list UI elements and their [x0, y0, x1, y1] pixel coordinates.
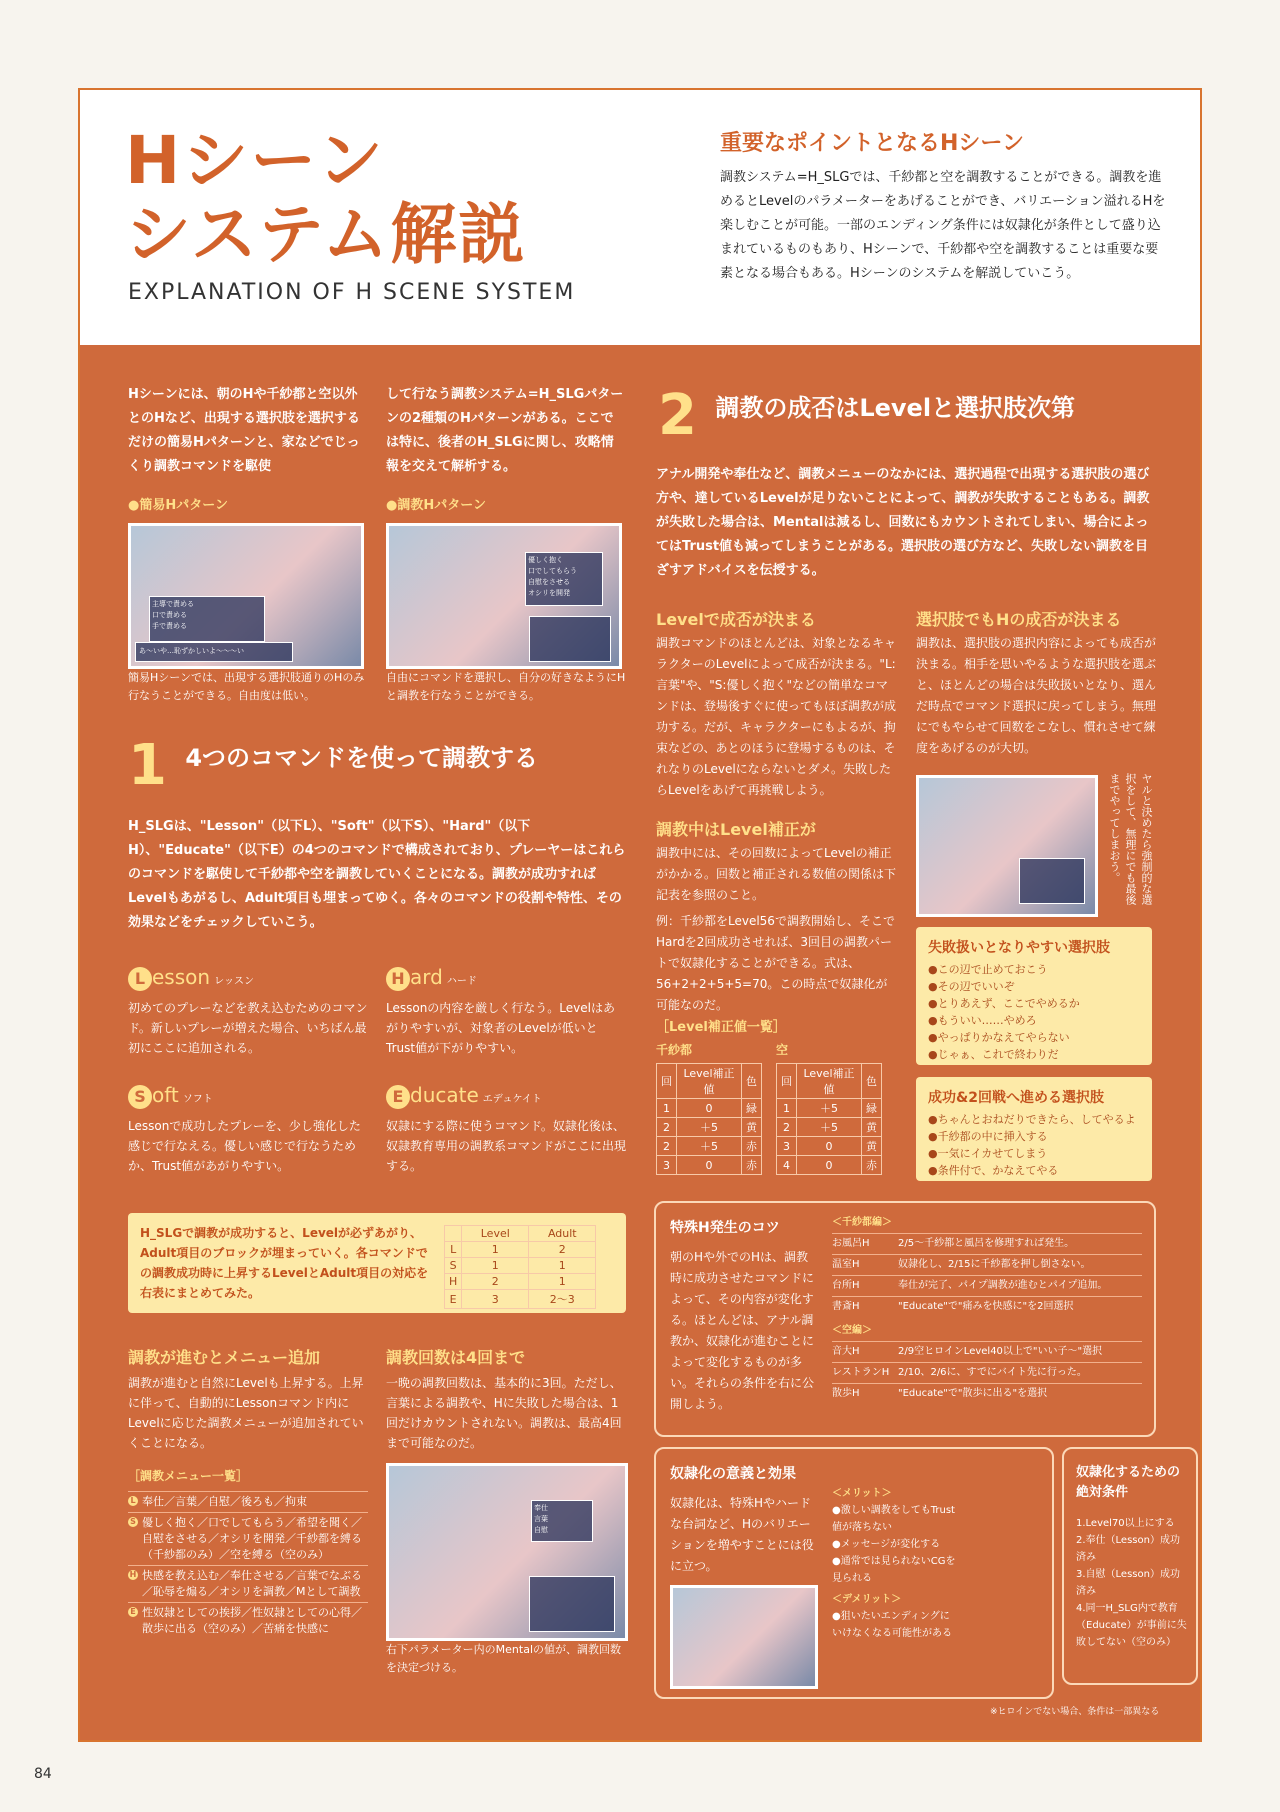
table-cell: 1 [529, 1274, 596, 1290]
table-cell: 1 [462, 1258, 529, 1274]
table-header: Adult [529, 1226, 596, 1242]
shot2-menu-item: オシリを開発 [528, 589, 570, 597]
label-training: ●調教Hパターン [386, 498, 486, 513]
page-title [125, 124, 526, 272]
command-desc: 初めてのプレーなどを教え込むためのコマンド。新しいプレーが増えた場合、いちばん最初にここに追加される。 [128, 1001, 368, 1055]
count-heading: 調教回数は4回まで [386, 1348, 526, 1367]
absolute-note: ※ヒロインでない場合、条件は一部異なる [990, 1707, 1160, 1717]
menu-group [128, 1491, 368, 1512]
shot2-parameter-window [529, 616, 611, 662]
lead-col2: して行なう調教システム=H_SLGパターンの2種類のHパターンがある。ここでは特に、後者のH_SLGに関し、攻略情報を交えて解析する。 [386, 387, 624, 474]
shot1-menu [149, 596, 265, 642]
table-row [657, 1118, 762, 1137]
table-header: Level補正値 [797, 1064, 862, 1099]
list-item: 1.Level70以上にする [1076, 1518, 1175, 1529]
list-item: 3.自慰（Lesson）成功済み [1076, 1569, 1180, 1597]
shot1-dialog: あ～いや…恥ずかしいよ～～～い [135, 642, 293, 662]
list-item: ●条件付で、かなえてやる [928, 1164, 1059, 1177]
page-subtitle: EXPLANATION OF H SCENE SYSTEM [128, 280, 576, 305]
table-cell: 赤 [742, 1137, 762, 1156]
table-row [445, 1258, 596, 1274]
table-cell: 0 [797, 1137, 862, 1156]
correction-example: 例：千紗都をLevel56で調教開始し、そこでHardを2回成功させれば、3回目の調教パートで奴隷化することができる。式は、56+2+2+5+5=70。この時点で奴隷化が可能なのだ。 [656, 914, 895, 1012]
special-chisato-head: ＜千紗都編＞ [832, 1217, 892, 1228]
count-shot-menu [531, 1500, 593, 1542]
table-cell: 緑 [742, 1099, 762, 1118]
command-reading: ハード [446, 976, 477, 987]
table-row [657, 1137, 762, 1156]
table-row [445, 1274, 596, 1290]
special-row [832, 1362, 1142, 1383]
command-initial: L [128, 967, 152, 991]
special-value: "Educate"で"散歩に出る"を選択 [898, 1388, 1048, 1399]
special-key: 台所H [832, 1280, 860, 1291]
table-row [777, 1137, 882, 1156]
special-row [832, 1383, 1142, 1404]
table-cell: 1 [777, 1099, 797, 1118]
list-item: 4.同一H_SLG内で教育（Educate）が事前に失敗してない（空のみ） [1076, 1603, 1187, 1648]
menu-group-badge: L [128, 1496, 138, 1506]
slave-effect-box [654, 1447, 1054, 1699]
absolute-conditions-box [1062, 1447, 1198, 1685]
table-row [777, 1156, 882, 1175]
table-header: 色 [742, 1064, 762, 1099]
command-desc: 奴隷にする際に使うコマンド。奴隷化後は、奴隷教育専用の調教系コマンドがここに出現する。 [386, 1119, 627, 1173]
special-body: 朝のHや外でのHは、調教時に成功させたコマンドによって、その内容が変化する。ほとんどは、アナル調教か、奴隷化が進むことによって変化するものが多い。それらの条件を右に公開しよう。 [670, 1250, 815, 1411]
table-cell: S [445, 1258, 462, 1274]
table-row [445, 1290, 596, 1309]
special-row [832, 1233, 1142, 1254]
table-row [777, 1118, 882, 1137]
chisato-label: 千紗都 [656, 1043, 693, 1057]
success-box-list [928, 1111, 1136, 1179]
menu-group-text: 快感を教え込む／奉仕させる／言葉でなぶる／恥辱を煽る／オシリを調教／Mとして調教 [142, 1569, 362, 1598]
list-item: ●ちゃんとおねだりできたら、してやるよ [928, 1113, 1136, 1126]
special-h-box [654, 1201, 1156, 1437]
menu-group [128, 1512, 368, 1565]
table-header: 回 [777, 1064, 797, 1099]
list-item: ●やっぱりかなえてやらない [928, 1031, 1070, 1044]
choice-heading: 選択肢でもHの成否が決まる [916, 610, 1122, 629]
table-cell: E [445, 1290, 462, 1309]
list-item: ●通常では見られないCGを見られる [832, 1556, 956, 1584]
command-soft [128, 1085, 368, 1176]
command-educate [386, 1085, 626, 1176]
slave-merits [832, 1485, 956, 1642]
demerit-head: ＜デメリット＞ [832, 1594, 902, 1605]
shot2-menu-item: 自慰をさせる [528, 578, 570, 586]
section2-number: 2 [658, 383, 697, 448]
title-line-1: Hシーン [125, 122, 385, 199]
fail-choices-box [916, 927, 1152, 1065]
menu-list [128, 1491, 368, 1639]
table-row [657, 1099, 762, 1118]
count-shot-menu-item: 自慰 [534, 1526, 548, 1534]
menu-group-text: 奉仕／言葉／自慰／後ろも／拘束 [142, 1495, 307, 1508]
success-choices-box [916, 1077, 1152, 1181]
slave-body: 奴隷化は、特殊Hやハードな台詞など、Hのバリエーションを増やすことには役に立つ。 [670, 1496, 814, 1573]
command-name: ard [410, 965, 443, 989]
level-adult-summary-box [128, 1213, 626, 1313]
table-cell: 4 [777, 1156, 797, 1175]
section1-number: 1 [128, 733, 167, 798]
menu-group-text: 優しく抱く／口でしてもらう／希望を聞く／自慰をさせる／オシリを開発／千紗都を縛る（千紗都のみ）／空を縛る（空のみ） [142, 1516, 362, 1561]
table-header: Level [462, 1226, 529, 1242]
menu-group-badge: E [128, 1607, 138, 1617]
fail-box-list [928, 961, 1080, 1063]
table-cell: 0 [677, 1099, 742, 1118]
special-conditions [832, 1213, 1142, 1404]
count-screenshot [386, 1463, 628, 1641]
special-key: お風呂H [832, 1238, 870, 1249]
table-row [445, 1242, 596, 1258]
special-sora-head: ＜空編＞ [832, 1325, 872, 1336]
main-panel [80, 345, 1200, 1740]
special-key: 散歩H [832, 1388, 860, 1399]
shot1-menu-item: 手で責める [152, 622, 187, 630]
special-row [832, 1296, 1142, 1317]
section1-title: 4つのコマンドを使って調教する [185, 744, 539, 772]
special-key: 温室H [832, 1259, 860, 1270]
level-adult-table [444, 1225, 596, 1309]
choice-shot-window [1019, 858, 1085, 904]
table-cell: ＋5 [677, 1118, 742, 1137]
table-cell: 赤 [742, 1156, 762, 1175]
correction-table-title: ［Level補正値一覧］ [656, 1020, 786, 1035]
list-item: ●とりあえず、ここでやめるか [928, 997, 1080, 1010]
command-lesson [128, 967, 368, 1058]
special-key: レストランH [832, 1367, 890, 1378]
sora-label: 空 [776, 1043, 789, 1057]
command-desc: Lessonの内容を厳しく行なう。Levelはあがりやすいが、対象者のLevelが低いとTrust値が下がりやすい。 [386, 1001, 615, 1055]
special-row [832, 1341, 1142, 1362]
table-header: Level補正値 [677, 1064, 742, 1099]
table-cell: 2 [777, 1118, 797, 1137]
list-item: ●じゃぁ、これで終わりだ [928, 1048, 1059, 1061]
menu-list-title: ［調教メニュー一覧］ [128, 1469, 249, 1483]
slave-screenshot [670, 1585, 818, 1689]
training-h-screenshot [386, 523, 622, 669]
table-cell: 黄 [862, 1118, 882, 1137]
level-body: 調教コマンドのほとんどは、対象となるキャラクターのLevelによって成否が決まる。"L:言葉"や、"S:優しく抱く"などの簡単なコマンドは、登場後すぐに使ってもほぼ調教が成功する。だが、キャラクターにもよるが、拘束などの、あとのほうに登場するものは、それなりのLevelにならないとダメ。失敗したらLevelをあげて再挑戦しよう。 [656, 636, 897, 797]
special-row [832, 1275, 1142, 1296]
command-reading: エデュケイト [482, 1094, 542, 1105]
simple-h-screenshot [128, 523, 364, 669]
menu-add-heading: 調教が進むとメニュー追加 [128, 1348, 321, 1367]
list-item: ●一気にイカせてしまう [928, 1147, 1048, 1160]
correction-heading: 調教中はLevel補正が [656, 820, 816, 839]
page-header [80, 90, 1200, 345]
special-value: 2/10、2/6に、すでにバイト先に行った。 [898, 1367, 1087, 1378]
table-cell: 緑 [862, 1099, 882, 1118]
table-cell: 1 [657, 1099, 677, 1118]
command-desc: Lessonで成功したプレーを、少し強化した感じで行なえる。優しい感じで行なうためか、Trust値があがりやすい。 [128, 1119, 361, 1173]
caption-simple: 簡易Hシーンでは、出現する選択肢通りのHのみ行なうことができる。自由度は低い。 [128, 671, 365, 702]
command-reading: レッスン [214, 976, 254, 987]
menu-group-badge: H [129, 1570, 137, 1579]
count-shot-parameter-window [529, 1576, 615, 1632]
menu-add-body: 調教が進むと自然にLevelも上昇する。上昇に伴って、自動的にLessonコマンド内にLevelに応じた調教メニューが追加されていくことになる。 [128, 1376, 364, 1450]
absolute-title: 奴隷化するための絶対条件 [1076, 1465, 1181, 1500]
fail-box-title: 失敗扱いとなりやすい選択肢 [928, 940, 1110, 956]
count-caption: 右下パラメーター内のMentalの値が、調教回数を決定づける。 [386, 1643, 622, 1674]
table-cell: 3 [777, 1137, 797, 1156]
special-title: 特殊H発生のコツ [670, 1220, 780, 1236]
table-cell: ＋5 [797, 1099, 862, 1118]
shot2-menu-item: 口でしてもらう [528, 567, 577, 575]
table-cell: 2 [462, 1274, 529, 1290]
table-cell: 3 [657, 1156, 677, 1175]
success-box-title: 成功&2回戦へ進める選択肢 [928, 1090, 1104, 1106]
special-value: 2/9空ヒロインLevel40以上で"いい子〜"選択 [898, 1346, 1103, 1357]
intro-body: 調教システム=H_SLGでは、千紗都と空を調教することができる。調教を進めるとLevelのパラメーターをあげることができ、バリエーション溢れるHを楽しむことが可能。一部のエンディング条件には奴隷化が条件として盛り込まれているものもあり、Hシーンで、千紗都や空を調教することは重要な要素となる場合もある。Hシーンのシステムを解説していこう。 [720, 170, 1166, 281]
table-cell: ＋5 [797, 1118, 862, 1137]
table-cell: 0 [677, 1156, 742, 1175]
menu-group-text: 性奴隷としての挨拶／性奴隷としての心得／散歩に出る（空のみ）／苦痛を快感に [142, 1606, 362, 1635]
slave-title: 奴隷化の意義と効果 [670, 1466, 796, 1482]
sora-correction-table [776, 1063, 882, 1175]
special-key: 書斎H [832, 1301, 860, 1312]
section2-title: 調教の成否はLevelと選択肢次第 [715, 394, 1076, 422]
list-item: ●その辺でいいぞ [928, 980, 1015, 993]
section1-heading [128, 733, 538, 798]
command-initial: S [128, 1085, 152, 1109]
count-body: 一晩の調教回数は、基本的に3回。ただし、言葉による調教や、Hに失敗した場合は、1回だけカウントされない。調教は、最高4回まで可能なのだ。 [386, 1376, 622, 1450]
correction-body: 調教中には、その回数によってLevelの補正がかかる。回数と補正される数値の関係は下記表を参照のこと。 [656, 846, 897, 902]
table-row [777, 1099, 882, 1118]
shot2-menu [525, 552, 603, 606]
intro-heading: 重要なポイントとなるHシーン [720, 131, 1024, 156]
menu-group-badge: S [128, 1517, 138, 1527]
table-header: 回 [657, 1064, 677, 1099]
shot1-menu-item: 口で責める [152, 611, 187, 619]
list-item: ●千紗都の中に挿入する [928, 1130, 1048, 1143]
list-item: ●狙いたいエンディングにいけなくなる可能性がある [832, 1611, 952, 1639]
choice-vertical-caption: ヤルと決めたら強制的な選択をして、無理にでも最後までやってしまおう。 [1108, 773, 1153, 905]
table-cell: 黄 [862, 1137, 882, 1156]
choice-body: 調教は、選択肢の選択内容によっても成否が決まる。相手を思いやるような選択肢を選ぶと、ほとんどの場合は失敗扱いとなり、選んだ時点でコマンド選択に戻ってしまう。無理にでもやらせて回数をこなし、慣れさせて練度をあげるのが大切。 [916, 636, 1157, 755]
choice-screenshot [916, 775, 1098, 917]
menu-group [128, 1602, 368, 1639]
special-row [832, 1254, 1142, 1275]
special-value: 奉仕が完了、パイプ調教が進むとパイプ追加。 [898, 1280, 1108, 1291]
section1-body: H_SLGは、"Lesson"（以下L）、"Soft"（以下S）、"Hard"（以下H）、"Educate"（以下E）の4つのコマンドで構成されており、プレーヤーはこれらのコマンドを駆使して千紗都や空を調教していくことになる。調教が成功すればLevelもあがるし、Adult項目も埋まってゆく。各々のコマンドの役割や特性、その効果などをチェックしていこう。 [128, 819, 626, 930]
table-cell: 2 [657, 1137, 677, 1156]
special-value: 2/5〜千紗都と風呂を修理すれば発生。 [898, 1238, 1075, 1249]
special-value: 奴隷化し、2/15に千紗都を押し倒さない。 [898, 1259, 1091, 1270]
command-name: esson [152, 965, 211, 989]
title-line-2: システム解説 [125, 196, 527, 273]
table-cell: 2 [529, 1242, 596, 1258]
table-cell: 赤 [862, 1156, 882, 1175]
table-cell: ＋5 [677, 1137, 742, 1156]
table-cell: 2〜3 [529, 1290, 596, 1309]
level-heading: Levelで成否が決まる [656, 610, 816, 629]
page-number: 84 [34, 1766, 52, 1782]
summary-text: H_SLGで調教が成功すると、Levelが必ずあがり、Adult項目のブロックが埋まっていく。各コマンドでの調教成功時に上昇するLevelとAdult項目の対応を右表にまとめてみた。 [140, 1226, 429, 1300]
command-reading: ソフト [182, 1094, 213, 1105]
table-cell: 黄 [742, 1118, 762, 1137]
command-initial: E [386, 1085, 410, 1109]
command-name: oft [152, 1083, 179, 1107]
menu-group [128, 1565, 368, 1602]
list-item: ●もういい……やめろ [928, 1014, 1037, 1027]
special-key: 音大H [832, 1346, 860, 1357]
command-initial: H [386, 967, 410, 991]
list-item: ●激しい調教をしてもTrust値が落ちない [832, 1505, 955, 1533]
table-cell: L [445, 1242, 462, 1258]
table-cell: 1 [529, 1258, 596, 1274]
command-name: ducate [410, 1083, 479, 1107]
list-item: ●この辺で止めておこう [928, 963, 1048, 976]
caption-training: 自由にコマンドを選択し、自分の好きなようにHと調教を行なうことができる。 [386, 671, 626, 702]
chisato-correction-table [656, 1063, 762, 1175]
count-shot-menu-item: 奉仕 [534, 1504, 548, 1512]
table-cell: 0 [797, 1156, 862, 1175]
table-cell: 3 [462, 1290, 529, 1309]
merit-head: ＜メリット＞ [832, 1488, 892, 1499]
table-cell: 1 [462, 1242, 529, 1258]
count-shot-menu-item: 言葉 [534, 1515, 548, 1523]
table-header: 色 [862, 1064, 882, 1099]
shot2-menu-item: 優しく抱く [528, 556, 563, 564]
list-item: ●メッセージが変化する [832, 1539, 941, 1550]
table-cell: H [445, 1274, 462, 1290]
lead-col1: Hシーンには、朝のHや千紗都と空以外とのHなど、出現する選択肢を選択するだけの簡易Hパターンと、家などでじっくり調教コマンドを駆使 [128, 387, 360, 474]
page-frame [78, 88, 1202, 1742]
shot1-menu-item: 主導で責める [152, 600, 194, 608]
section2-body: アナル開発や奉仕など、調教メニューのなかには、選択過程で出現する選択肢の選び方や、達しているLevelが足りないことによって、調教が失敗することもある。調教が失敗した場合は、Mentalは減るし、回数にもカウントされてしまい、場合によってはTrust値も減ってしまうことがある。選択肢の選び方など、失敗しない調教を目ざすアドバイスを伝授する。 [656, 467, 1150, 578]
section2-heading [658, 383, 1075, 448]
label-simple: ●簡易Hパターン [128, 498, 228, 513]
absolute-list [1076, 1515, 1188, 1651]
list-item: 2.奉仕（Lesson）成功済み [1076, 1535, 1180, 1563]
command-hard [386, 967, 626, 1058]
table-cell: 2 [657, 1118, 677, 1137]
table-row [657, 1156, 762, 1175]
table-corner [445, 1226, 462, 1242]
special-value: "Educate"で"痛みを快感に"を2回選択 [898, 1301, 1074, 1312]
